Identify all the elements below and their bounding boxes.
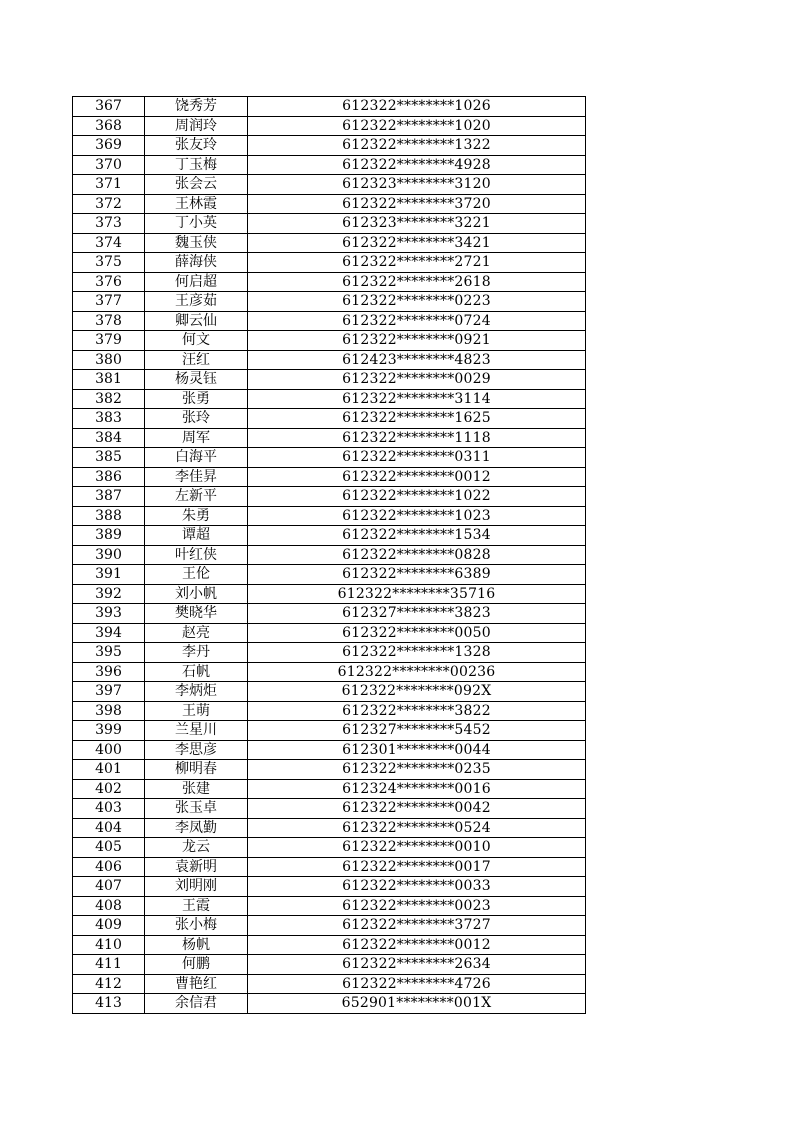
person-name-cell: 饶秀芳	[145, 97, 248, 117]
person-name-cell: 王萌	[145, 701, 248, 721]
id-number-cell: 612322********2634	[248, 955, 586, 975]
id-number-cell: 612322********0012	[248, 467, 586, 487]
row-number-cell: 406	[73, 857, 145, 877]
person-name-cell: 张玲	[145, 409, 248, 429]
id-number-cell: 612322********0828	[248, 545, 586, 565]
row-number-cell: 396	[73, 662, 145, 682]
row-number-cell: 413	[73, 994, 145, 1014]
table-row	[73, 682, 586, 702]
id-number-cell: 612322********092X	[248, 682, 586, 702]
person-name-cell: 刘明刚	[145, 877, 248, 897]
table-row	[73, 935, 586, 955]
id-number-cell: 612322********1328	[248, 643, 586, 663]
row-number-cell: 394	[73, 623, 145, 643]
row-number-cell: 410	[73, 935, 145, 955]
person-name-cell: 张玉卓	[145, 799, 248, 819]
person-name-cell: 张建	[145, 779, 248, 799]
row-number-cell: 398	[73, 701, 145, 721]
person-name-cell: 兰星川	[145, 721, 248, 741]
person-name-cell: 刘小帆	[145, 584, 248, 604]
id-number-cell: 612322********0010	[248, 838, 586, 858]
table-row	[73, 974, 586, 994]
id-number-cell: 612322********1023	[248, 506, 586, 526]
table-row	[73, 662, 586, 682]
person-name-cell: 王伦	[145, 565, 248, 585]
table-row	[73, 272, 586, 292]
person-name-cell: 柳明春	[145, 760, 248, 780]
person-name-cell: 樊晓华	[145, 604, 248, 624]
row-number-cell: 390	[73, 545, 145, 565]
id-number-cell: 612322********1026	[248, 97, 586, 117]
person-name-cell: 何启超	[145, 272, 248, 292]
table-row	[73, 506, 586, 526]
table-row	[73, 896, 586, 916]
person-name-cell: 周润玲	[145, 116, 248, 136]
table-row	[73, 740, 586, 760]
row-number-cell: 385	[73, 448, 145, 468]
id-number-cell: 612322********0042	[248, 799, 586, 819]
table-row	[73, 857, 586, 877]
id-number-cell: 612322********35716	[248, 584, 586, 604]
person-name-cell: 丁小英	[145, 214, 248, 234]
id-number-cell: 612322********4726	[248, 974, 586, 994]
table-row	[73, 428, 586, 448]
person-name-cell: 卿云仙	[145, 311, 248, 331]
person-name-cell: 王彦茹	[145, 292, 248, 312]
id-number-cell: 612322********0524	[248, 818, 586, 838]
person-name-cell: 何鹏	[145, 955, 248, 975]
person-name-cell: 何文	[145, 331, 248, 351]
row-number-cell: 402	[73, 779, 145, 799]
row-number-cell: 412	[73, 974, 145, 994]
id-number-cell: 612322********3822	[248, 701, 586, 721]
table-row	[73, 409, 586, 429]
row-number-cell: 386	[73, 467, 145, 487]
row-number-cell: 375	[73, 253, 145, 273]
person-name-cell: 李凤勤	[145, 818, 248, 838]
id-number-cell: 612322********6389	[248, 565, 586, 585]
row-number-cell: 380	[73, 350, 145, 370]
id-number-cell: 612322********0235	[248, 760, 586, 780]
person-name-cell: 杨灵钰	[145, 370, 248, 390]
table-row	[73, 136, 586, 156]
row-number-cell: 401	[73, 760, 145, 780]
table-row	[73, 799, 586, 819]
person-name-cell: 李丹	[145, 643, 248, 663]
person-name-cell: 张会云	[145, 175, 248, 195]
row-number-cell: 377	[73, 292, 145, 312]
person-name-cell: 李炳炬	[145, 682, 248, 702]
person-name-cell: 谭超	[145, 526, 248, 546]
id-number-cell: 612322********3421	[248, 233, 586, 253]
id-number-cell: 612322********0223	[248, 292, 586, 312]
table-row	[73, 175, 586, 195]
row-number-cell: 387	[73, 487, 145, 507]
row-number-cell: 374	[73, 233, 145, 253]
row-number-cell: 372	[73, 194, 145, 214]
table-row	[73, 350, 586, 370]
row-number-cell: 383	[73, 409, 145, 429]
person-name-cell: 袁新明	[145, 857, 248, 877]
row-number-cell: 407	[73, 877, 145, 897]
id-number-cell: 612322********1020	[248, 116, 586, 136]
person-name-cell: 汪红	[145, 350, 248, 370]
table-row	[73, 448, 586, 468]
row-number-cell: 409	[73, 916, 145, 936]
person-name-cell: 周军	[145, 428, 248, 448]
row-number-cell: 400	[73, 740, 145, 760]
table-row	[73, 877, 586, 897]
person-name-cell: 朱勇	[145, 506, 248, 526]
row-number-cell: 367	[73, 97, 145, 117]
table-row	[73, 994, 586, 1014]
row-number-cell: 370	[73, 155, 145, 175]
person-name-cell: 李思彦	[145, 740, 248, 760]
person-name-cell: 王林霞	[145, 194, 248, 214]
table-row	[73, 331, 586, 351]
table-row	[73, 214, 586, 234]
id-number-cell: 612322********0023	[248, 896, 586, 916]
id-number-cell: 612322********2721	[248, 253, 586, 273]
id-number-cell: 612322********3114	[248, 389, 586, 409]
id-number-cell: 612322********1022	[248, 487, 586, 507]
table-row	[73, 838, 586, 858]
person-name-cell: 张小梅	[145, 916, 248, 936]
id-number-cell: 652901********001X	[248, 994, 586, 1014]
table-row	[73, 97, 586, 117]
row-number-cell: 391	[73, 565, 145, 585]
table-row	[73, 194, 586, 214]
row-number-cell: 373	[73, 214, 145, 234]
table-row	[73, 253, 586, 273]
person-name-cell: 张友玲	[145, 136, 248, 156]
table-row	[73, 233, 586, 253]
id-number-cell: 612322********4928	[248, 155, 586, 175]
table-row	[73, 526, 586, 546]
id-number-cell: 612322********0017	[248, 857, 586, 877]
id-number-cell: 612322********3720	[248, 194, 586, 214]
table-row	[73, 721, 586, 741]
row-number-cell: 408	[73, 896, 145, 916]
id-number-cell: 612322********0050	[248, 623, 586, 643]
id-number-cell: 612322********0311	[248, 448, 586, 468]
id-number-cell: 612322********1534	[248, 526, 586, 546]
row-number-cell: 368	[73, 116, 145, 136]
table-row	[73, 779, 586, 799]
id-number-cell: 612322********0921	[248, 331, 586, 351]
id-number-cell: 612323********3221	[248, 214, 586, 234]
person-name-cell: 王霞	[145, 896, 248, 916]
person-name-cell: 张勇	[145, 389, 248, 409]
row-number-cell: 382	[73, 389, 145, 409]
row-number-cell: 371	[73, 175, 145, 195]
table-row	[73, 116, 586, 136]
table-row	[73, 565, 586, 585]
row-number-cell: 376	[73, 272, 145, 292]
person-name-cell: 李佳昇	[145, 467, 248, 487]
row-number-cell: 393	[73, 604, 145, 624]
table-row	[73, 584, 586, 604]
row-number-cell: 392	[73, 584, 145, 604]
row-number-cell: 403	[73, 799, 145, 819]
id-number-cell: 612322********00236	[248, 662, 586, 682]
person-name-cell: 龙云	[145, 838, 248, 858]
table-row	[73, 545, 586, 565]
id-number-cell: 612322********1118	[248, 428, 586, 448]
person-name-cell: 薛海侠	[145, 253, 248, 273]
row-number-cell: 369	[73, 136, 145, 156]
row-number-cell: 379	[73, 331, 145, 351]
person-name-cell: 杨帆	[145, 935, 248, 955]
table-row	[73, 916, 586, 936]
table-row	[73, 604, 586, 624]
id-number-cell: 612322********1625	[248, 409, 586, 429]
person-name-cell: 左新平	[145, 487, 248, 507]
id-number-cell: 612323********3120	[248, 175, 586, 195]
id-number-cell: 612327********5452	[248, 721, 586, 741]
id-number-cell: 612322********2618	[248, 272, 586, 292]
person-name-cell: 曹艳红	[145, 974, 248, 994]
roster-table	[72, 96, 586, 1014]
roster-table-body	[73, 97, 586, 1014]
row-number-cell: 405	[73, 838, 145, 858]
id-number-cell: 612322********0724	[248, 311, 586, 331]
row-number-cell: 381	[73, 370, 145, 390]
table-row	[73, 467, 586, 487]
table-row	[73, 818, 586, 838]
person-name-cell: 白海平	[145, 448, 248, 468]
table-row	[73, 370, 586, 390]
table-row	[73, 389, 586, 409]
table-row	[73, 701, 586, 721]
table-row	[73, 487, 586, 507]
table-row	[73, 643, 586, 663]
row-number-cell: 404	[73, 818, 145, 838]
person-name-cell: 余信君	[145, 994, 248, 1014]
row-number-cell: 388	[73, 506, 145, 526]
id-number-cell: 612423********4823	[248, 350, 586, 370]
id-number-cell: 612322********0033	[248, 877, 586, 897]
id-number-cell: 612301********0044	[248, 740, 586, 760]
row-number-cell: 395	[73, 643, 145, 663]
id-number-cell: 612324********0016	[248, 779, 586, 799]
row-number-cell: 389	[73, 526, 145, 546]
person-name-cell: 丁玉梅	[145, 155, 248, 175]
table-row	[73, 623, 586, 643]
person-name-cell: 叶红侠	[145, 545, 248, 565]
table-row	[73, 292, 586, 312]
table-row	[73, 955, 586, 975]
id-number-cell: 612322********1322	[248, 136, 586, 156]
person-name-cell: 石帆	[145, 662, 248, 682]
row-number-cell: 378	[73, 311, 145, 331]
person-name-cell: 魏玉侠	[145, 233, 248, 253]
row-number-cell: 399	[73, 721, 145, 741]
id-number-cell: 612327********3823	[248, 604, 586, 624]
row-number-cell: 411	[73, 955, 145, 975]
id-number-cell: 612322********0029	[248, 370, 586, 390]
table-row	[73, 760, 586, 780]
table-row	[73, 311, 586, 331]
person-name-cell: 赵亮	[145, 623, 248, 643]
row-number-cell: 397	[73, 682, 145, 702]
row-number-cell: 384	[73, 428, 145, 448]
table-row	[73, 155, 586, 175]
id-number-cell: 612322********3727	[248, 916, 586, 936]
id-number-cell: 612322********0012	[248, 935, 586, 955]
